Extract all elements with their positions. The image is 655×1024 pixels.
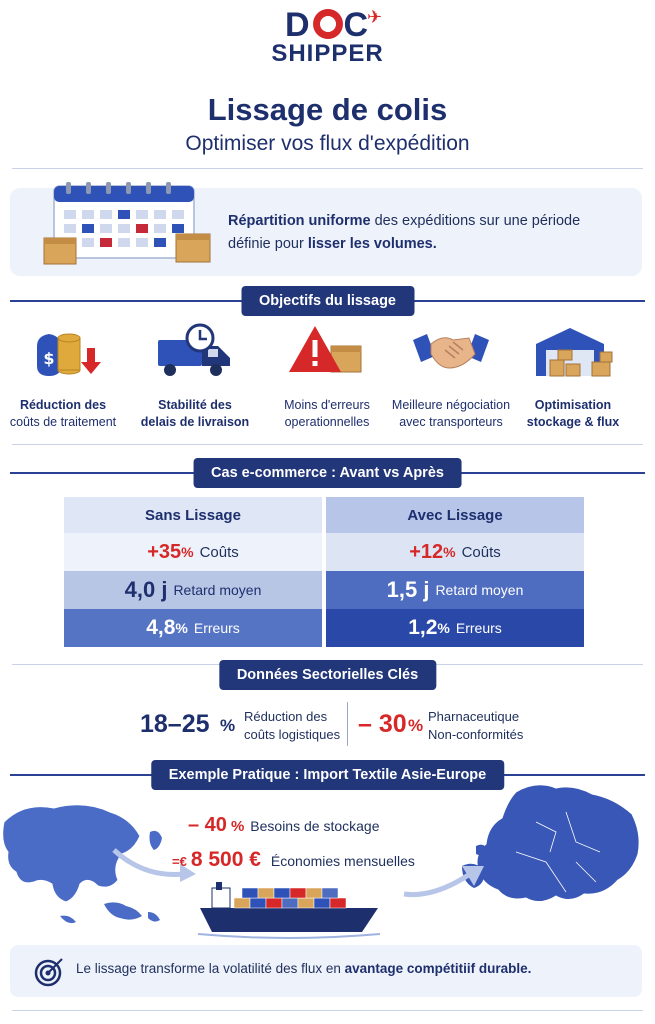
example-storage xyxy=(188,814,379,837)
section-sector xyxy=(10,660,645,690)
intro-bold-2: lisser les volumes. xyxy=(307,236,437,252)
error-label-with: Erreurs xyxy=(455,620,502,636)
objective-label-4b: avec transporteurs xyxy=(399,415,503,429)
error-pct-without: % xyxy=(175,620,188,636)
divider xyxy=(12,444,643,445)
stat-pharma xyxy=(358,706,558,748)
section-title-objectives: Objectifs du lissage xyxy=(241,286,414,316)
cargo-ship-icon xyxy=(198,880,380,940)
conclusion-bold: avantage compétitiif durable. xyxy=(344,961,532,976)
cost-label-without: Coûts xyxy=(199,543,239,561)
delay-value-with: 1,5 j xyxy=(386,577,430,602)
warning-box-icon xyxy=(287,322,367,380)
section-title-example: Exemple Pratique : Import Textile Asie-Europe xyxy=(151,760,504,790)
page-subtitle: Optimiser vos flux d'expédition xyxy=(185,132,470,155)
example-storage-value: – 40 xyxy=(188,814,227,836)
stat-pharma-desc-2: Non-conformités xyxy=(428,727,524,742)
example-map xyxy=(0,782,655,942)
section-title-ecommerce: Cas e-commerce : Avant vs Après xyxy=(193,458,462,488)
objective-label-2b: delais de livraison xyxy=(140,415,250,429)
svg-text:$: $ xyxy=(43,349,55,368)
stat-logistics xyxy=(140,706,340,748)
objective-negotiation xyxy=(386,322,516,431)
error-value-with: 1,2 xyxy=(408,616,438,639)
objective-label-4a: Meilleure négociation xyxy=(391,398,511,412)
section-objectives xyxy=(10,286,645,316)
comparison-column-without xyxy=(64,497,322,647)
error-label-without: Erreurs xyxy=(193,620,240,636)
intro-text xyxy=(228,210,608,256)
header-with: Avec Lissage xyxy=(407,506,503,524)
stat-pharma-pct: % xyxy=(408,716,424,735)
truck-clock-icon xyxy=(152,322,238,380)
europe-map-icon xyxy=(446,782,651,932)
cost-value-with: +12 xyxy=(409,540,444,563)
example-savings-label: Économies mensuelles xyxy=(270,853,415,869)
objective-label-5a: Optimisation xyxy=(534,398,612,412)
example-savings xyxy=(172,848,415,872)
objective-label-1a: Réduction des xyxy=(19,398,107,412)
comparison-table xyxy=(64,497,584,647)
error-pct-with: % xyxy=(437,620,450,636)
cost-label-with: Coûts xyxy=(461,543,501,561)
logo-letter-c: C xyxy=(343,6,371,44)
cost-pct-without: % xyxy=(181,544,194,560)
intro-text-1: des expéditions sur une période définie pour xyxy=(228,213,581,252)
stat-logistics-desc-1: Réduction des xyxy=(244,709,328,724)
section-title-sector: Données Sectorielles Clés xyxy=(219,660,436,690)
comparison-header-with xyxy=(326,497,584,533)
example-savings-prefix: =€ xyxy=(172,854,187,869)
row-delay-with xyxy=(326,571,584,609)
row-costs-without xyxy=(64,533,322,571)
section-ecommerce xyxy=(10,458,645,488)
stat-logistics-value: 18–25 xyxy=(140,710,210,738)
stat-pharma-desc-1: Pharnaceutique xyxy=(428,709,520,724)
delay-label-with: Retard moyen xyxy=(435,582,524,598)
stat-pharma-value: – 30 xyxy=(358,710,407,738)
conclusion-text xyxy=(76,961,531,976)
row-errors-with xyxy=(326,609,584,647)
stat-logistics-desc-2: coûts logistiques xyxy=(244,727,341,742)
row-delay-without xyxy=(64,571,322,609)
error-value-without: 4,8 xyxy=(146,616,176,639)
doc-shipper-logo xyxy=(0,8,655,66)
divider xyxy=(12,1010,643,1011)
comparison-header-without xyxy=(64,497,322,533)
intro-bold-1: Répartition uniforme xyxy=(228,213,371,229)
objective-delays xyxy=(130,322,260,431)
example-savings-value: 8 500 € xyxy=(190,848,261,871)
header-without: Sans Lissage xyxy=(145,506,241,524)
airplane-icon: ✈ xyxy=(366,7,385,27)
intro-box xyxy=(10,188,642,276)
example-storage-label: Besoins de stockage xyxy=(250,818,380,834)
conclusion-box xyxy=(10,945,642,997)
calendar-icon xyxy=(38,182,218,274)
example-storage-pct: % xyxy=(230,818,245,835)
cost-pct-with: % xyxy=(443,544,456,560)
comparison-column-with xyxy=(326,497,584,647)
delay-label-without: Retard moyen xyxy=(173,582,262,598)
conclusion-text-1: Le lissage transforme la volatilité des flux en xyxy=(76,961,345,976)
divider xyxy=(12,168,643,169)
objective-label-2a: Stabilité des xyxy=(158,398,232,412)
money-down-icon xyxy=(23,322,103,380)
warehouse-icon xyxy=(530,322,616,380)
handshake-icon xyxy=(409,322,493,380)
stat-logistics-pct: % xyxy=(220,716,236,735)
cost-value-without: +35 xyxy=(147,540,182,563)
objective-label-5b: stockage & flux xyxy=(526,415,620,429)
objective-errors xyxy=(262,322,392,431)
logo-letter-d: D xyxy=(284,6,312,44)
row-errors-without xyxy=(64,609,322,647)
objective-costs xyxy=(0,322,128,431)
objective-storage xyxy=(508,322,638,431)
delay-value-without: 4,0 j xyxy=(124,577,168,602)
logo-shipper: SHIPPER xyxy=(271,40,384,67)
page-title: Lissage de colis xyxy=(207,92,448,127)
logo-globe-icon xyxy=(313,9,343,39)
row-costs-with xyxy=(326,533,584,571)
target-icon xyxy=(34,957,64,987)
objective-label-3b: operationnelles xyxy=(284,415,370,429)
stat-divider xyxy=(347,702,348,746)
objective-label-3a: Moins d'erreurs xyxy=(284,398,370,412)
objective-label-1b: coûts de traitement xyxy=(9,415,117,429)
